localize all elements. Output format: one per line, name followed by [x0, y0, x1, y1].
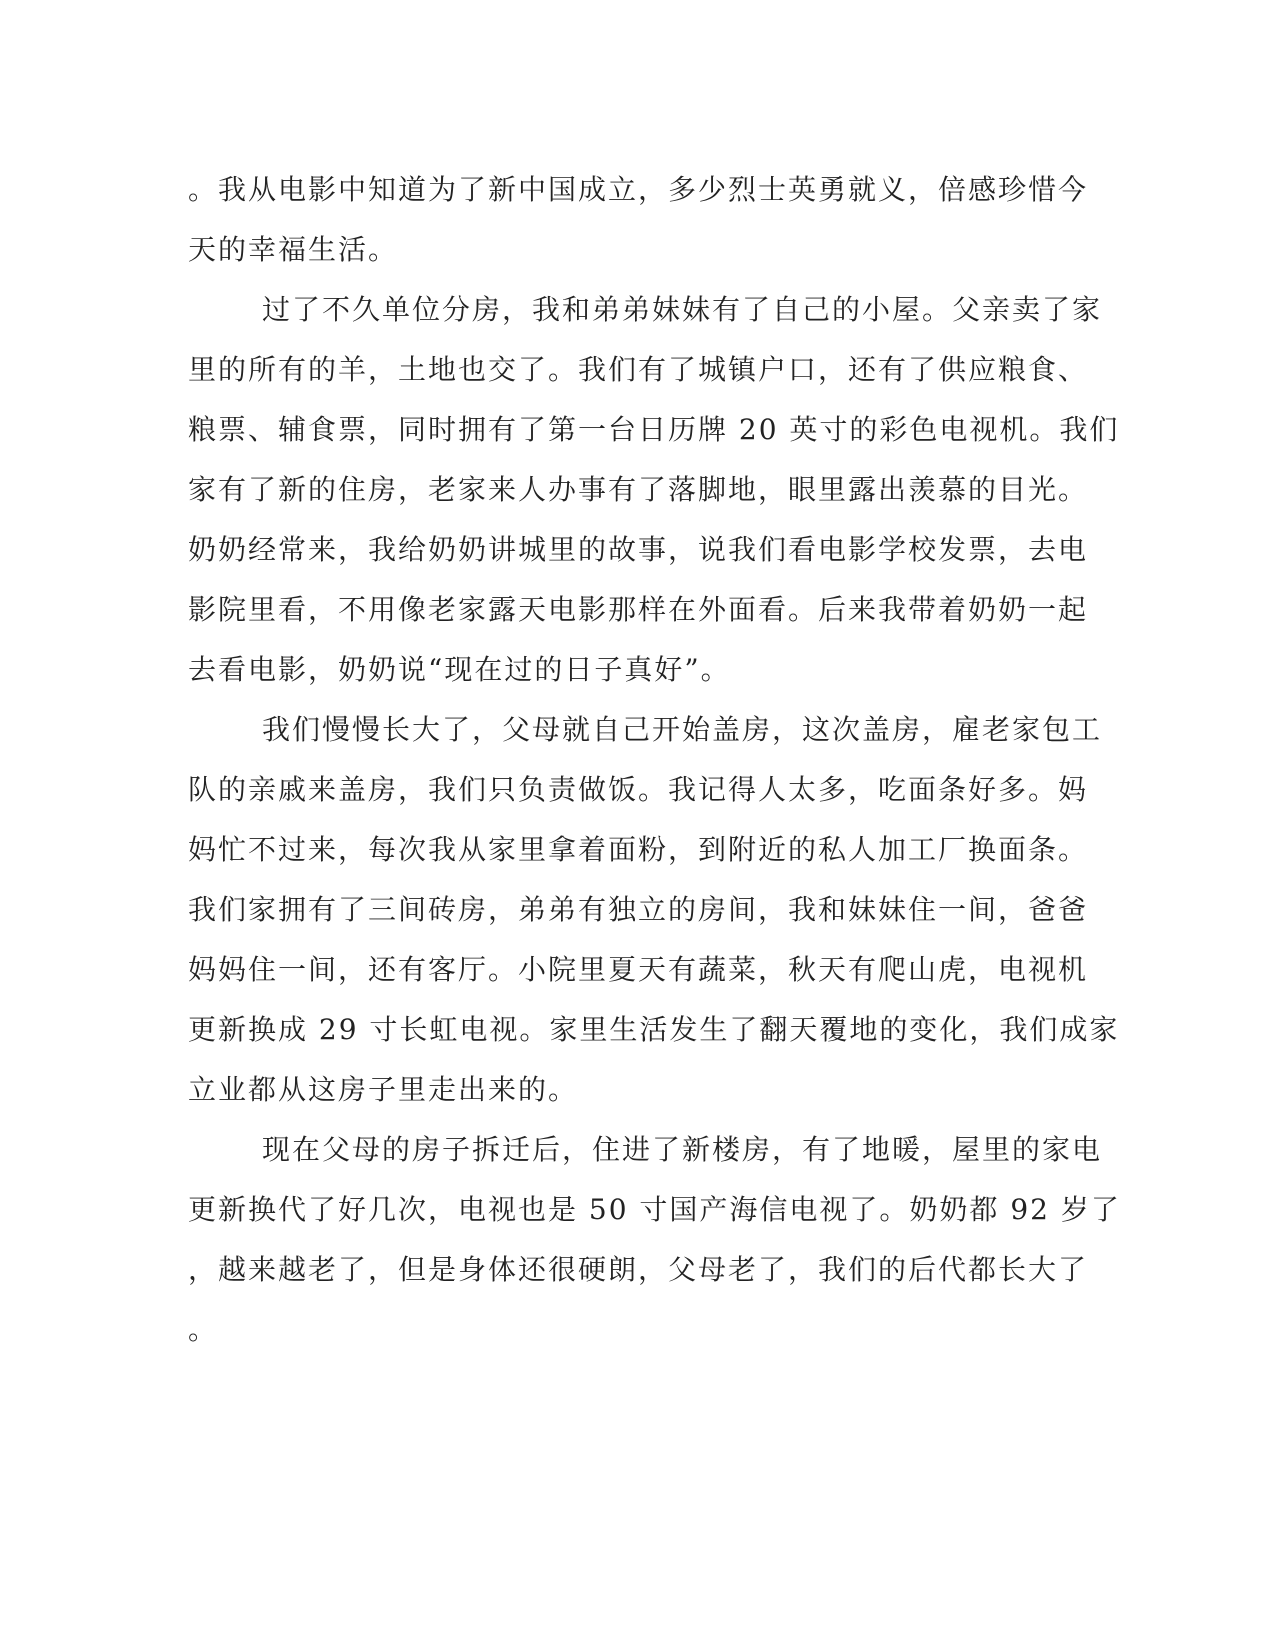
text-line: ，越来越老了，但是身体还很硬朗，父母老了，我们的后代都长大了 [188, 1253, 1089, 1286]
text-line: 里的所有的羊，土地也交了。我们有了城镇户口，还有了供应粮食、 [188, 353, 1089, 386]
paragraph-start-line: 过了不久单位分房，我和弟弟妹妹有了自己的小屋。父亲卖了家 [262, 293, 1103, 326]
text-line: 更新换成 29 寸长虹电视。家里生活发生了翻天覆地的变化，我们成家 [188, 1013, 1120, 1046]
paragraph-start-line: 现在父母的房子拆迁后，住进了新楼房，有了地暖，屋里的家电 [262, 1133, 1103, 1166]
text-line: 我们家拥有了三间砖房，弟弟有独立的房间，我和妹妹住一间，爸爸 [188, 893, 1089, 926]
text-line: 家有了新的住房，老家来人办事有了落脚地，眼里露出羡慕的目光。 [188, 473, 1089, 506]
text-line: 粮票、辅食票，同时拥有了第一台日历牌 20 英寸的彩色电视机。我们 [188, 413, 1120, 446]
text-line: 天的幸福生活。 [188, 233, 399, 266]
body-text [188, 160, 1121, 1360]
text-line: 。我从电影中知道为了新中国成立，多少烈士英勇就义，倍感珍惜今 [188, 173, 1089, 206]
paragraph-start-line: 我们慢慢长大了，父母就自己开始盖房，这次盖房，雇老家包工 [262, 713, 1103, 746]
text-line: 立业都从这房子里走出来的。 [188, 1073, 579, 1106]
text-line: 更新换代了好几次，电视也是 50 寸国产海信电视了。奶奶都 92 岁了 [188, 1193, 1121, 1226]
text-line: 妈妈住一间，还有客厅。小院里夏天有蔬菜，秋天有爬山虎，电视机 [188, 953, 1089, 986]
text-line: 影院里看，不用像老家露天电影那样在外面看。后来我带着奶奶一起 [188, 593, 1089, 626]
text-line: 。 [188, 1313, 219, 1346]
text-line: 队的亲戚来盖房，我们只负责做饭。我记得人太多，吃面条好多。妈 [188, 773, 1089, 806]
text-line: 去看电影，奶奶说“现在过的日子真好”。 [188, 653, 731, 686]
text-line: 妈忙不过来，每次我从家里拿着面粉，到附近的私人加工厂换面条。 [188, 833, 1089, 866]
text-line: 奶奶经常来，我给奶奶讲城里的故事，说我们看电影学校发票，去电 [188, 533, 1089, 566]
